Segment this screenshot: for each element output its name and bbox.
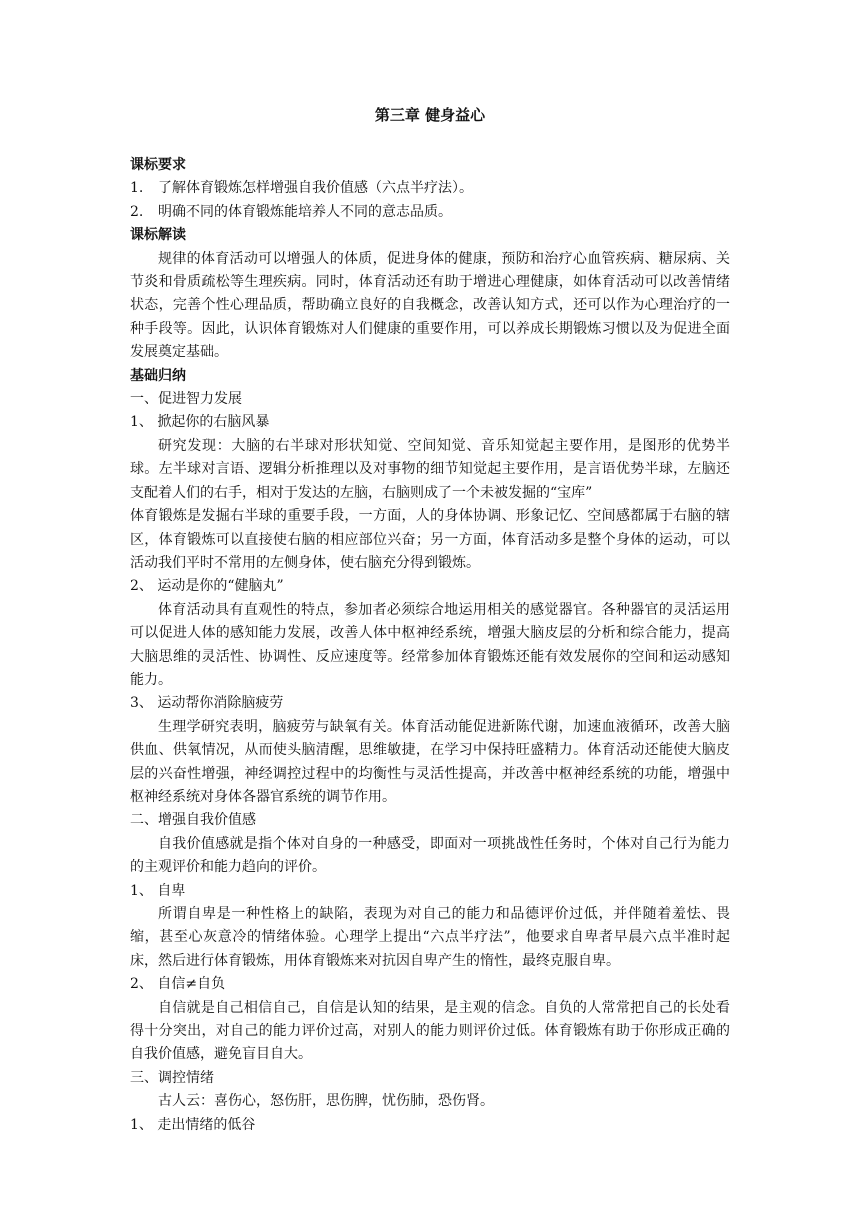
list-number: 2. bbox=[130, 203, 144, 220]
list-number: 1. bbox=[130, 180, 144, 197]
subsection-title: 1、 掀起你的右脑风暴 bbox=[130, 414, 270, 431]
paragraph: 研究发现：大脑的右半球对形状知觉、空间知觉、音乐知觉起主要作用，是图形的优势半球。左半球对言语、逻辑分析推理以及对事物的细节知觉起主要作用，是言语优势半球，左脑还支配着人们的右手，相对于发达的左脑，右脑则成了一个未被发掘的“宝库” bbox=[130, 437, 730, 501]
subsection-title: 2、 运动是你的“健脑丸” bbox=[130, 578, 284, 595]
part-title-intelligence: 一、促进智力发展 bbox=[130, 391, 242, 408]
subsection-title: 1、 自卑 bbox=[130, 882, 186, 899]
subsection-title: 2、 自信≠自负 bbox=[130, 976, 226, 993]
paragraph: 生理学研究表明，脑疲劳与缺氧有关。体育活动能促进新陈代谢，加速血液循环，改善大脑供血、供氧情况，从而使头脑清醒，思维敏捷，在学习中保持旺盛精力。体育活动还能使大脑皮层的兴奋性增强，神经调控过程中的均衡性与灵活性提高，并改善中枢神经系统的功能，增强中枢神经系统对身体各器官系统的调节作用。 bbox=[130, 718, 730, 805]
subsection-title: 3、 运动帮你消除脑疲劳 bbox=[130, 695, 284, 712]
list-item bbox=[130, 201, 730, 224]
list-text: 了解体育锻炼怎样增强自我价值感（六点半疗法）。 bbox=[158, 180, 473, 197]
section-heading-interpretation: 课标解读 bbox=[130, 227, 186, 244]
paragraph: 体育活动具有直观性的特点，参加者必须综合地运用相关的感觉器官。各种器官的灵活运用可以促进人体的感知能力发展，改善人体中枢神经系统，增强大脑皮层的分析和综合能力，提高大脑思维的灵活性、协调性、反应速度等。经常参加体育锻炼还能有效发展你的空间和运动感知能力。 bbox=[130, 601, 730, 688]
subsection-title: 1、 走出情绪的低谷 bbox=[130, 1116, 256, 1133]
part-title-emotion: 三、调控情绪 bbox=[130, 1069, 214, 1086]
paragraph: 体育锻炼是发掘右半球的重要手段，一方面，人的身体协调、形象记忆、空间感都属于右脑的辖区，体育锻炼可以直接使右脑的相应部位兴奋；另一方面，体育活动多是整个身体的运动，可以活动我们平时不常用的左侧身体，使右脑充分得到锻炼。 bbox=[130, 508, 730, 571]
section-heading-summary: 基础归纳 bbox=[130, 367, 186, 384]
paragraph: 古人云：喜伤心，怒伤肝，思伤脾，忧伤肺，恐伤肾。 bbox=[158, 1093, 494, 1110]
interpretation-paragraph: 规律的体育活动可以增强人的体质，促进身体的健康，预防和治疗心血管疾病、糖尿病、关节炎和骨质疏松等生理疾病。同时，体育活动还有助于增进心理健康，如体育活动可以改善情绪状态，完善个性心理品质，帮助确立良好的自我概念，改善认知方式，还可以作为心理治疗的一种手段等。因此，认识体育锻炼对人们健康的重要作用，可以养成长期锻炼习惯以及为促进全面发展奠定基础。 bbox=[130, 250, 730, 361]
section-heading-requirements: 课标要求 bbox=[130, 157, 186, 173]
list-item bbox=[130, 177, 730, 200]
list-text: 明确不同的体育锻炼能培养人不同的意志品质。 bbox=[158, 203, 452, 220]
paragraph: 自信就是自己相信自己，自信是认知的结果，是主观的信念。自负的人常常把自己的长处看得十分突出，对自己的能力评价过高，对别人的能力则评价过低。体育锻炼有助于你形成正确的自我价值感，避免盲目自大。 bbox=[130, 999, 730, 1063]
paragraph: 自我价值感就是指个体对自身的一种感受，即面对一项挑战性任务时，个体对自己行为能力的主观评价和能力趋向的评价。 bbox=[130, 835, 730, 876]
paragraph: 所谓自卑是一种性格上的缺陷，表现为对自己的能力和品德评价过低，并伴随着羞怯、畏缩，甚至心灰意冷的情绪体验。心理学上提出“六点半疗法”，他要求自卑者早晨六点半准时起床，然后进行体育锻炼，用体育锻炼来对抗因自卑产生的惰性，最终克服自卑。 bbox=[130, 906, 730, 969]
chapter-title: 第三章 健身益心 bbox=[374, 106, 486, 124]
part-title-self-worth: 二、增强自我价值感 bbox=[130, 812, 256, 829]
